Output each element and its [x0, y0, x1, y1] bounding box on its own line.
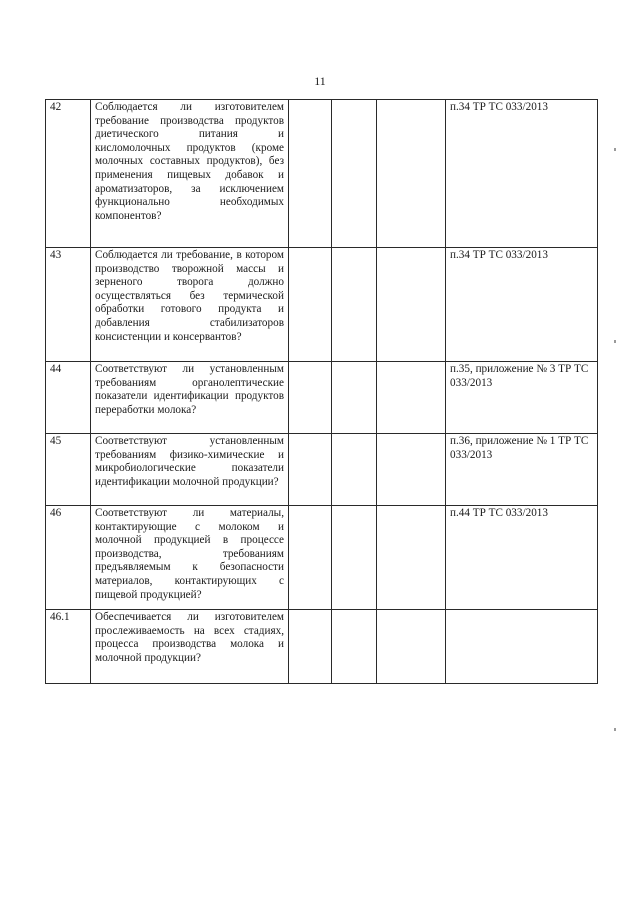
scan-artifact: [614, 728, 616, 731]
regulation-reference: п.44 ТР ТС 033/2013: [446, 506, 598, 610]
answer-cell-na: [377, 506, 446, 610]
answer-cell-na: [377, 362, 446, 434]
answer-cell-no: [332, 434, 377, 506]
answer-cell-no: [332, 248, 377, 362]
question-text: Соответствуют установленным требованиям физико-химические и микробиологические показатели идентификации молочной продукции?: [91, 434, 289, 506]
table-row: [46, 434, 598, 506]
answer-cell-na: [377, 610, 446, 684]
row-number: 42: [46, 100, 91, 248]
answer-cell-yes: [289, 362, 332, 434]
regulation-reference: п.35, приложение № 3 ТР ТС 033/2013: [446, 362, 598, 434]
question-text: Обеспечивается ли изготовителем прослеживаемость на всех стадиях, процесса производства молока и молочной продукции?: [91, 610, 289, 684]
row-number: 45: [46, 434, 91, 506]
answer-cell-no: [332, 362, 377, 434]
table-row: [46, 610, 598, 684]
page-number: 11: [314, 74, 326, 88]
question-text: Соответствуют ли установленным требованиям органолептические показатели идентификации продуктов переработки молока?: [91, 362, 289, 434]
table-row: [46, 100, 598, 248]
scan-artifact: [614, 340, 616, 343]
table-row: [46, 248, 598, 362]
row-number: 43: [46, 248, 91, 362]
regulation-reference: п.34 ТР ТС 033/2013: [446, 248, 598, 362]
question-text: Соблюдается ли требование, в котором производство творожной массы и зерненого творога должно осуществляться без термической обработки готового продукта и добавления стабилизаторов консистенции и консервантов?: [91, 248, 289, 362]
row-number: 44: [46, 362, 91, 434]
answer-cell-na: [377, 248, 446, 362]
question-text: Соблюдается ли изготовителем требование производства продуктов диетического питания и кисломолочных продуктов (кроме молочных составных продуктов), без применения пищевых добавок и ароматизаторов, за исключением функционально необходимых компонентов?: [91, 100, 289, 248]
answer-cell-yes: [289, 434, 332, 506]
answer-cell-no: [332, 610, 377, 684]
answer-cell-yes: [289, 610, 332, 684]
row-number: 46.1: [46, 610, 91, 684]
answer-cell-yes: [289, 100, 332, 248]
regulation-reference: п.34 ТР ТС 033/2013: [446, 100, 598, 248]
regulation-reference: п.36, приложение № 1 ТР ТС 033/2013: [446, 434, 598, 506]
table-row: [46, 506, 598, 610]
answer-cell-na: [377, 434, 446, 506]
answer-cell-no: [332, 100, 377, 248]
table-row: [46, 362, 598, 434]
scan-artifact: [614, 148, 616, 151]
question-text: Соответствуют ли материалы, контактирующие с молоком и молочной продукцией в процессе производства, требованиям предъявляемым к безопасности материалов, контактирующих с пищевой продукцией?: [91, 506, 289, 610]
row-number: 46: [46, 506, 91, 610]
checklist-table: [45, 99, 598, 684]
answer-cell-yes: [289, 248, 332, 362]
regulation-reference: [446, 610, 598, 684]
answer-cell-no: [332, 506, 377, 610]
answer-cell-yes: [289, 506, 332, 610]
answer-cell-na: [377, 100, 446, 248]
